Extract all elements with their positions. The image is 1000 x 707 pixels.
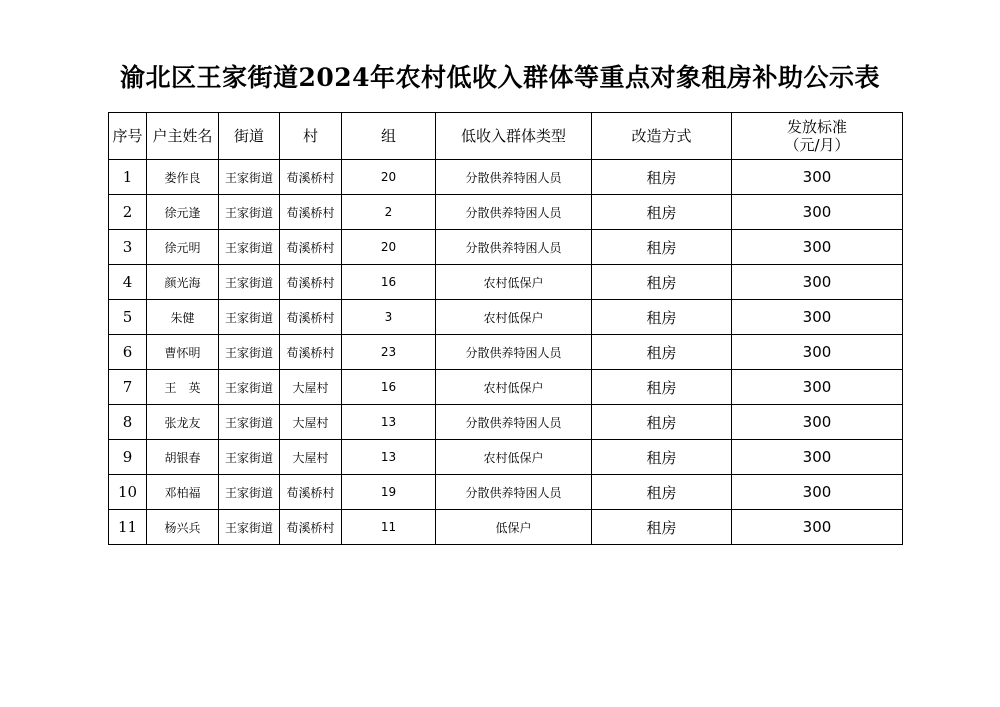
cell-name: 曹怀明 [147,335,219,370]
table-row [109,405,903,440]
header-name: 户主姓名 [147,113,219,160]
cell-standard: 300 [732,475,903,510]
cell-type: 分散供养特困人员 [436,230,592,265]
cell-name: 徐元明 [147,230,219,265]
cell-village: 大屋村 [280,370,342,405]
header-group: 组 [342,113,436,160]
cell-street: 王家街道 [219,230,280,265]
cell-no: 3 [109,230,147,265]
cell-no: 9 [109,440,147,475]
table-row [109,265,903,300]
cell-group: 2 [342,195,436,230]
cell-mode: 租房 [592,335,732,370]
cell-standard: 300 [732,510,903,545]
table-row [109,230,903,265]
cell-no: 4 [109,265,147,300]
cell-name: 娄作良 [147,160,219,195]
cell-mode: 租房 [592,265,732,300]
cell-type: 低保户 [436,510,592,545]
header-street: 街道 [219,113,280,160]
cell-village: 荀溪桥村 [280,300,342,335]
cell-standard: 300 [732,440,903,475]
cell-mode: 租房 [592,230,732,265]
cell-group: 3 [342,300,436,335]
cell-group: 20 [342,230,436,265]
cell-standard: 300 [732,195,903,230]
table-row [109,370,903,405]
cell-no: 7 [109,370,147,405]
cell-no: 6 [109,335,147,370]
cell-village: 荀溪桥村 [280,510,342,545]
cell-mode: 租房 [592,510,732,545]
cell-type: 分散供养特困人员 [436,160,592,195]
cell-village: 荀溪桥村 [280,475,342,510]
cell-group: 16 [342,370,436,405]
cell-mode: 租房 [592,160,732,195]
cell-village: 荀溪桥村 [280,335,342,370]
cell-mode: 租房 [592,405,732,440]
cell-type: 农村低保户 [436,265,592,300]
cell-street: 王家街道 [219,405,280,440]
cell-street: 王家街道 [219,370,280,405]
cell-group: 20 [342,160,436,195]
cell-street: 王家街道 [219,265,280,300]
cell-street: 王家街道 [219,335,280,370]
cell-type: 农村低保户 [436,440,592,475]
header-standard [732,113,903,160]
cell-street: 王家街道 [219,160,280,195]
cell-group: 23 [342,335,436,370]
cell-village: 大屋村 [280,440,342,475]
cell-name: 王 英 [147,370,219,405]
cell-standard: 300 [732,335,903,370]
header-standard-line1: 发放标准 [786,118,847,136]
cell-group: 19 [342,475,436,510]
cell-village: 荀溪桥村 [280,265,342,300]
cell-name: 邓柏福 [147,475,219,510]
cell-name: 张龙友 [147,405,219,440]
table-row [109,160,903,195]
cell-village: 大屋村 [280,405,342,440]
cell-standard: 300 [732,405,903,440]
cell-name: 颜光海 [147,265,219,300]
cell-mode: 租房 [592,370,732,405]
cell-name: 杨兴兵 [147,510,219,545]
cell-village: 荀溪桥村 [280,160,342,195]
cell-no: 5 [109,300,147,335]
cell-type: 分散供养特困人员 [436,195,592,230]
table-row [109,335,903,370]
cell-group: 16 [342,265,436,300]
subsidy-table [108,112,903,545]
cell-street: 王家街道 [219,195,280,230]
header-no: 序号 [109,113,147,160]
header-row [109,113,903,160]
cell-standard: 300 [732,300,903,335]
cell-name: 胡银春 [147,440,219,475]
header-village: 村 [280,113,342,160]
header-standard-line2: （元/月） [784,136,850,154]
cell-street: 王家街道 [219,440,280,475]
cell-type: 分散供养特困人员 [436,335,592,370]
table-row [109,300,903,335]
cell-group: 13 [342,440,436,475]
table-row [109,195,903,230]
cell-type: 农村低保户 [436,300,592,335]
page-title: 渝北区王家街道2024年农村低收入群体等重点对象租房补助公示表 [119,63,881,92]
cell-type: 分散供养特困人员 [436,475,592,510]
cell-name: 徐元逢 [147,195,219,230]
cell-group: 11 [342,510,436,545]
cell-street: 王家街道 [219,475,280,510]
cell-standard: 300 [732,370,903,405]
cell-village: 荀溪桥村 [280,230,342,265]
cell-mode: 租房 [592,195,732,230]
cell-type: 农村低保户 [436,370,592,405]
cell-mode: 租房 [592,440,732,475]
table-header [109,113,903,160]
cell-no: 11 [109,510,147,545]
cell-street: 王家街道 [219,510,280,545]
cell-no: 2 [109,195,147,230]
cell-type: 分散供养特困人员 [436,405,592,440]
cell-village: 荀溪桥村 [280,195,342,230]
cell-street: 王家街道 [219,300,280,335]
cell-standard: 300 [732,160,903,195]
header-type: 低收入群体类型 [436,113,592,160]
cell-standard: 300 [732,230,903,265]
cell-mode: 租房 [592,300,732,335]
table-row [109,475,903,510]
cell-standard: 300 [732,265,903,300]
cell-mode: 租房 [592,475,732,510]
table-row [109,510,903,545]
header-mode: 改造方式 [592,113,732,160]
cell-name: 朱健 [147,300,219,335]
cell-no: 1 [109,160,147,195]
cell-no: 10 [109,475,147,510]
cell-no: 8 [109,405,147,440]
table-body [109,160,903,545]
cell-group: 13 [342,405,436,440]
table-row [109,440,903,475]
